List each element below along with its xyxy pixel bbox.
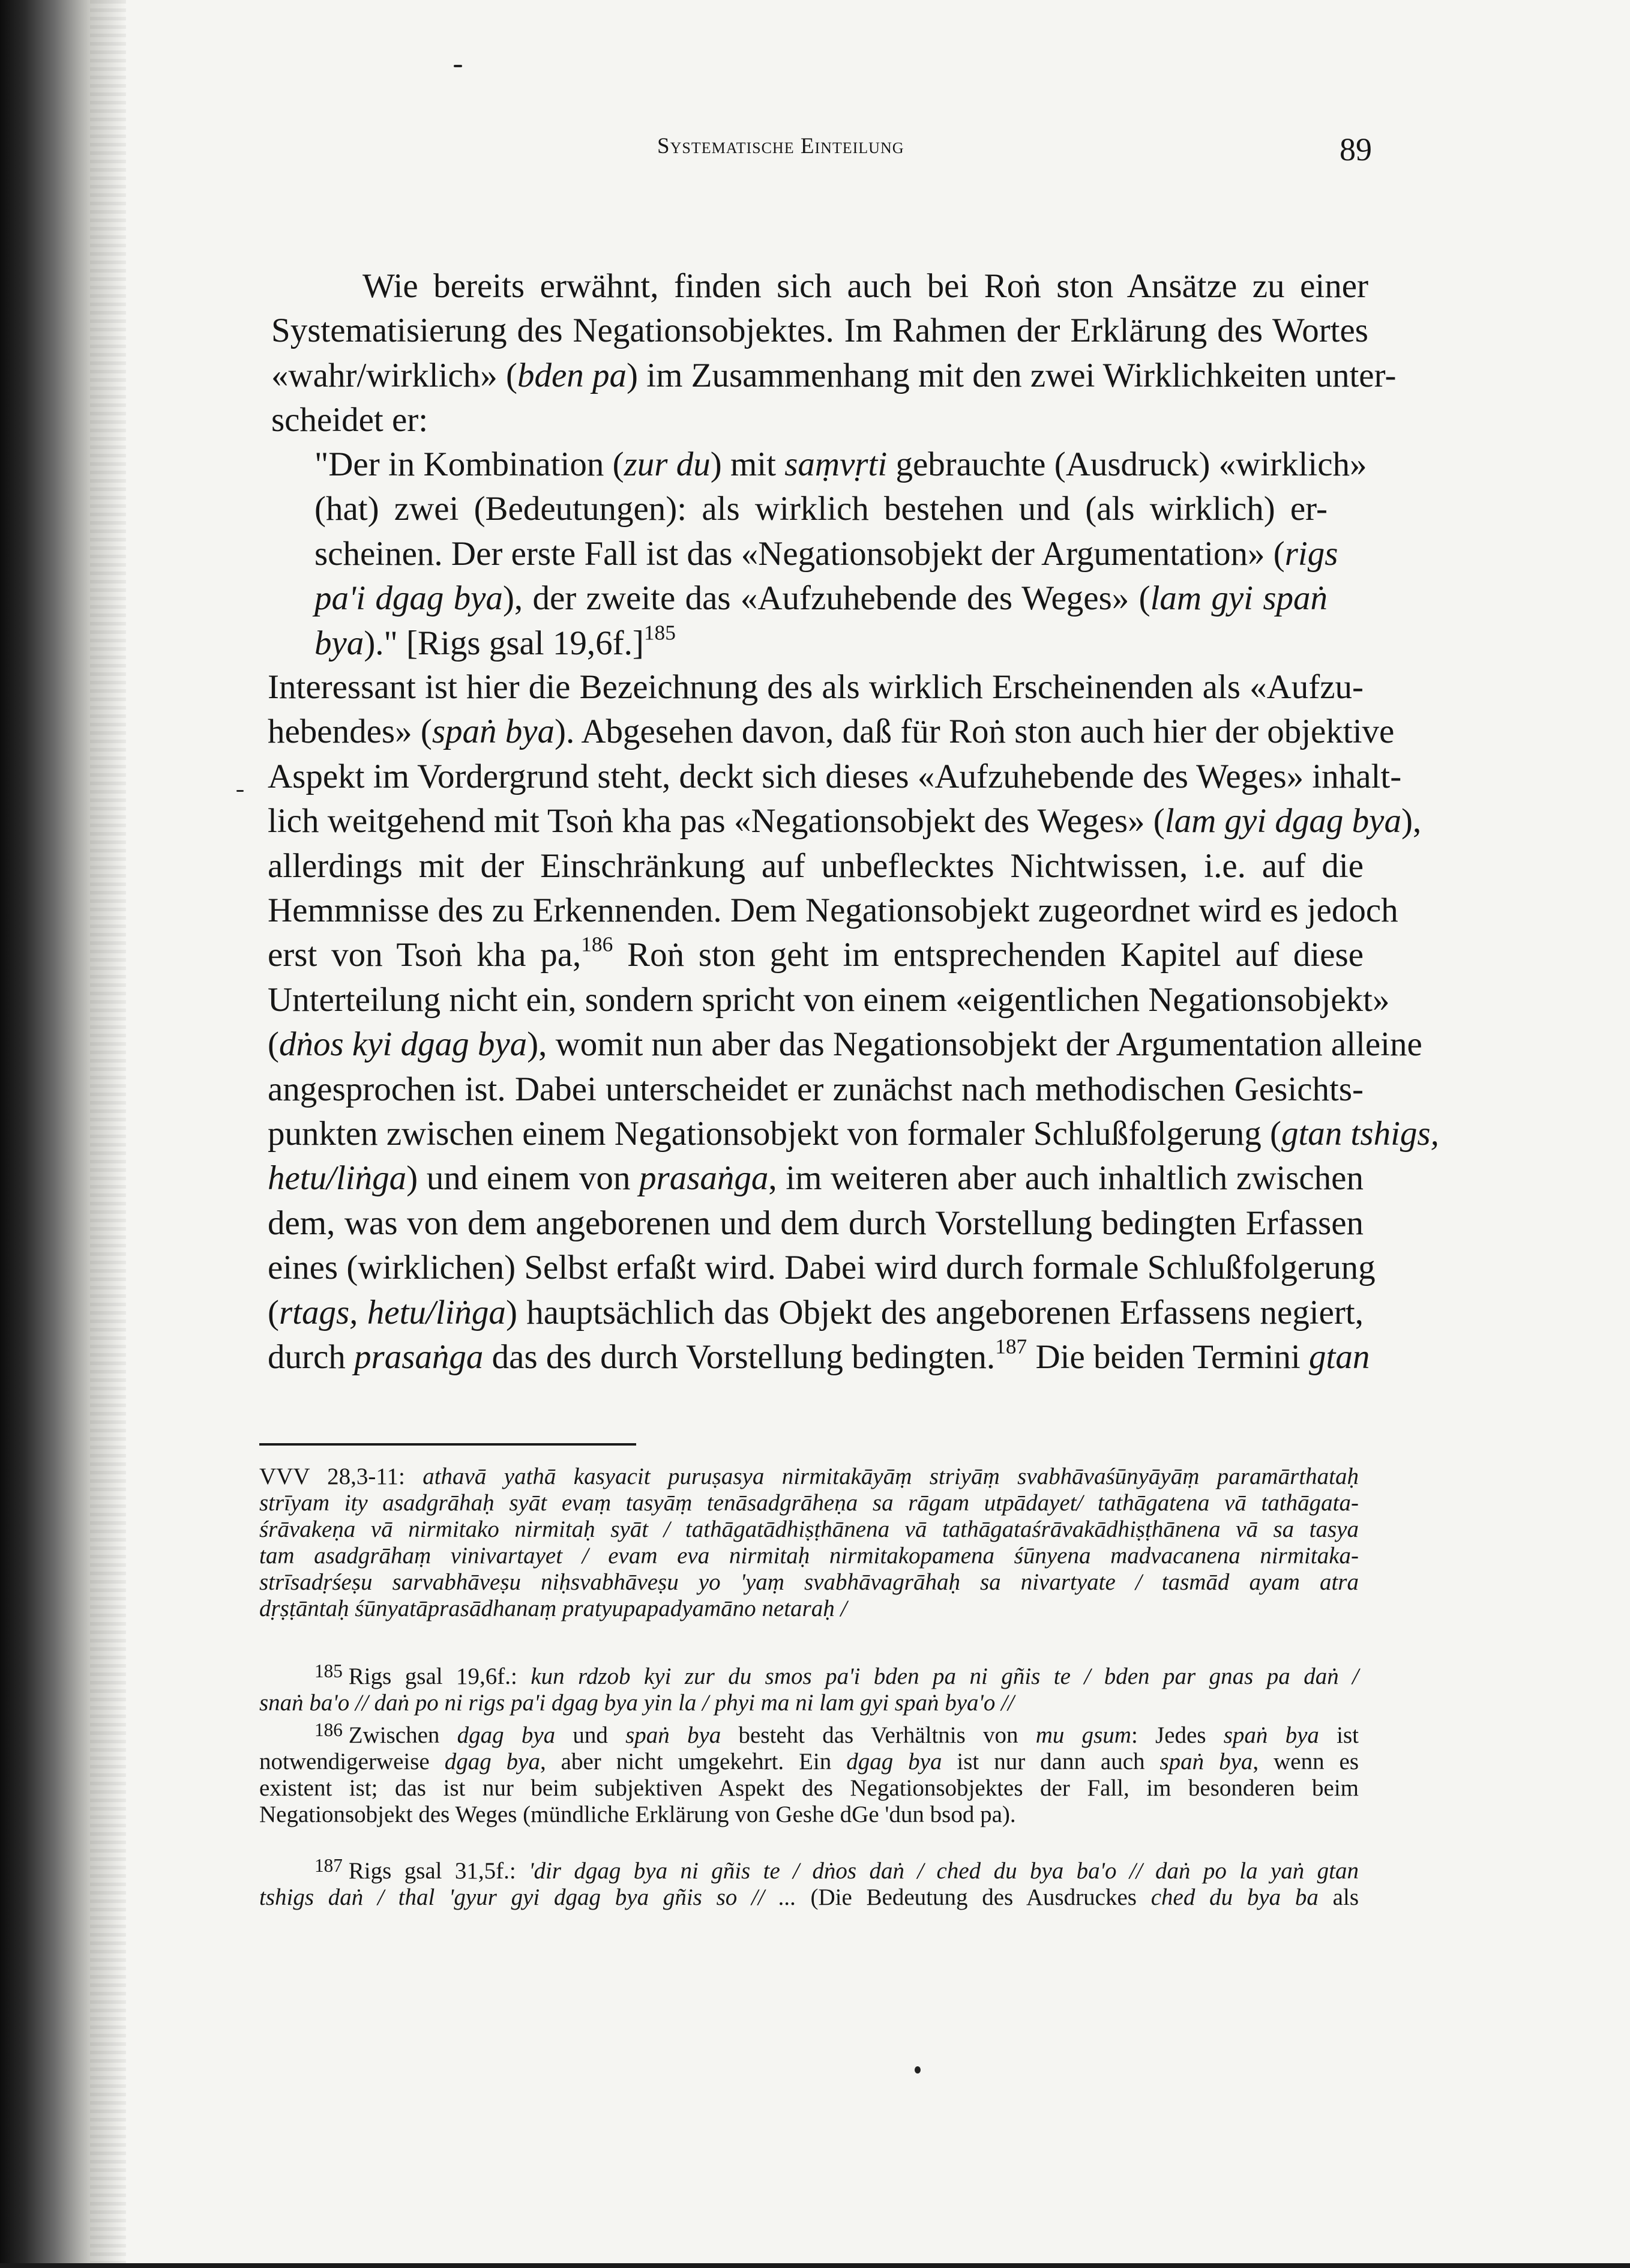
footnote-separator [259, 1443, 636, 1446]
footnote-line: Negationsobjekt des Weges (mündliche Erklärung von Geshe dGe 'dun bsod pa). [259, 1801, 1016, 1827]
footnote-line: existent ist; das ist nur beim subjektiven Aspekt des Negationsobjektes der Fall, im besonderen beim [259, 1775, 1359, 1801]
text-line: Hemmnisse des zu Erkennenden. Dem Negationsobjekt zugeordnet wird es jedoch [268, 891, 1398, 930]
text-line: durch prasaṅga das des durch Vorstellung bedingten.$^{187}$ Die beiden Termini gtan [268, 1335, 1370, 1377]
text-line: Unterteilung nicht ein, sondern spricht von einem «eigentlichen Negationsobjekt» [268, 980, 1390, 1019]
scan-speck [236, 790, 244, 792]
footnote-line: śrāvakeṇa vā nirmitako nirmitaḥ syāt / tathāgatādhiṣṭhānena vā tathāgataśrāvakādhiṣṭhānena vā sa tasya [259, 1516, 1359, 1542]
text-line: dem, was von dem angeborenen und dem durch Vorstellung bedingten Erfassen [268, 1204, 1364, 1242]
footnote-line: $^{186}$ Zwischen dgag bya und spaṅ bya besteht das Verhältnis von mu gsum: Jedes spaṅ bya ist [314, 1719, 1359, 1748]
spine-texture [90, 0, 126, 2268]
footnote-line: $^{185}$ Rigs gsal 19,6f.: kun rdzob kyi zur du smos pa'i bden pa ni gñis te / bden par gnas pa daṅ / [314, 1660, 1359, 1689]
footnote-vvv [259, 1464, 1359, 1622]
footnote-line: strīsadṛśeṣu sarvabhāveṣu niḥsvabhāveṣu yo 'yaṃ svabhāvagrāhaḥ sa nivartyate / tasmād ayam atra [259, 1569, 1359, 1595]
footnote-line: tam asadgrāhaṃ vinivartayet / evam eva nirmitaḥ nirmitakopamena śūnyena madvacanena nirmitaka- [259, 1543, 1359, 1569]
footnote-line: tshigs daṅ / thal 'gyur gyi dgag bya gñis so // ... (Die Bedeutung des Ausdruckes ched du bya ba als [259, 1884, 1359, 1910]
text-line: (hat) zwei (Bedeutungen): als wirklich bestehen und (als wirklich) er- [314, 490, 1328, 528]
text-line: eines (wirklichen) Selbst erfaßt wird. Dabei wird durch formale Schlußfolgerung [268, 1249, 1376, 1287]
footnote-line: VVV 28,3-11: athavā yathā kasyacit puruṣasya nirmitakāyāṃ striyāṃ svabhāvaśūnyāyāṃ paramārthataḥ [259, 1464, 1359, 1489]
footnote-number: 186 [314, 1719, 343, 1740]
page-number: 89 [1340, 131, 1372, 167]
text-line: pa'i dgag bya), der zweite das «Aufzuhebende des Weges» (lam gyi spaṅ [314, 579, 1328, 618]
scan-bottom-edge [0, 2263, 1630, 2268]
text-line: angesprochen ist. Dabei unterscheidet er zunächst nach methodischen Gesichts- [268, 1070, 1364, 1108]
footnote-ref: 187 [995, 1335, 1027, 1359]
footnote-ref: 185 [643, 620, 676, 644]
text-line: scheinen. Der erste Fall ist das «Negationsobjekt der Argumentation» (rigs [314, 534, 1338, 573]
text-line: hetu/liṅga) und einem von prasaṅga, im weiteren aber auch inhaltlich zwischen [268, 1159, 1364, 1198]
text-line: Aspekt im Vordergrund steht, deckt sich dieses «Aufzuhebende des Weges» inhalt- [268, 757, 1402, 795]
footnote-186 [259, 1717, 1359, 1828]
footnote-185 [259, 1658, 1359, 1716]
text-line: punkten zwischen einem Negationsobjekt von formaler Schlußfolgerung (gtan tshigs, [268, 1115, 1439, 1153]
text-line: allerdings mit der Einschränkung auf unbeflecktes Nichtwissen, i.e. auf die [268, 846, 1364, 885]
text-line: Interessant ist hier die Bezeichnung des als wirklich Erscheinenden als «Aufzu- [268, 668, 1364, 706]
footnote-ref: 186 [581, 932, 613, 956]
text-line: "Der in Kombination (zur du) mit saṃvṛti gebrauchte (Ausdruck) «wirklich» [314, 445, 1367, 483]
text-line: (rtags, hetu/liṅga) hauptsächlich das Objekt des angeborenen Erfassens negiert, [268, 1293, 1364, 1332]
paragraph-main [268, 665, 1439, 1380]
scan-speck [915, 2066, 921, 2073]
text-line: erst von Tsoṅ kha pa,$^{186}$ Roṅ ston geht im entsprechenden Kapitel auf diese [268, 932, 1364, 974]
footnote-line: strīyam ity asadgrāhaḥ syāt evaṃ tasyāṃ tenāsadgrāheṇa sa rāgam utpādayet/ tathāgatena vā tathāgata- [259, 1490, 1359, 1516]
text-line: «wahr/wirklich» (bden pa) im Zusammenhang mit den zwei Wirklichkeiten unter- [271, 356, 1397, 394]
footnote-number: 187 [314, 1855, 343, 1876]
block-quote [314, 442, 1367, 666]
footnote-line: snaṅ ba'o // daṅ po ni rigs pa'i dgag bya yin la / phyi ma ni lam gyi spaṅ bya'o // [259, 1689, 1014, 1716]
footnote-line: $^{187}$ Rigs gsal 31,5f.: 'dir dgag bya ni gñis te / dṅos daṅ / ched du bya ba'o // daṅ po la yaṅ gtan [314, 1855, 1359, 1884]
footnote-number: 185 [314, 1660, 343, 1681]
scan-speck [454, 65, 462, 67]
text-line: bya)." [Rigs gsal 19,6f.]$^{185}$ [314, 620, 676, 662]
text-line: Wie bereits erwähnt, finden sich auch bei Roṅ ston Ansätze zu einer [362, 267, 1368, 305]
text-line: (dṅos kyi dgag bya), womit nun aber das Negationsobjekt der Argumentation alleine [268, 1025, 1422, 1064]
text-line: Systematisierung des Negationsobjektes. Im Rahmen der Erklärung des Wortes [271, 312, 1368, 350]
footnote-line: dṛṣṭāntaḥ śūnyatāprasādhanaṃ pratyupapadyamāno netaraḥ / [259, 1596, 847, 1621]
text-line: scheidet er: [271, 401, 429, 439]
text-line: lich weitgehend mit Tsoṅ kha pas «Negationsobjekt des Weges» (lam gyi dgag bya), [268, 802, 1422, 840]
footnote-line: notwendigerweise dgag bya, aber nicht umgekehrt. Ein dgag bya ist nur dann auch spaṅ bya, wenn es [259, 1748, 1359, 1775]
footnote-187 [259, 1853, 1359, 1911]
running-header: Systematische Einteilung [657, 134, 904, 158]
text-line: hebendes» (spaṅ bya). Abgesehen davon, daß für Roṅ ston auch hier der objektive [268, 713, 1395, 751]
paragraph-intro [271, 264, 1397, 443]
